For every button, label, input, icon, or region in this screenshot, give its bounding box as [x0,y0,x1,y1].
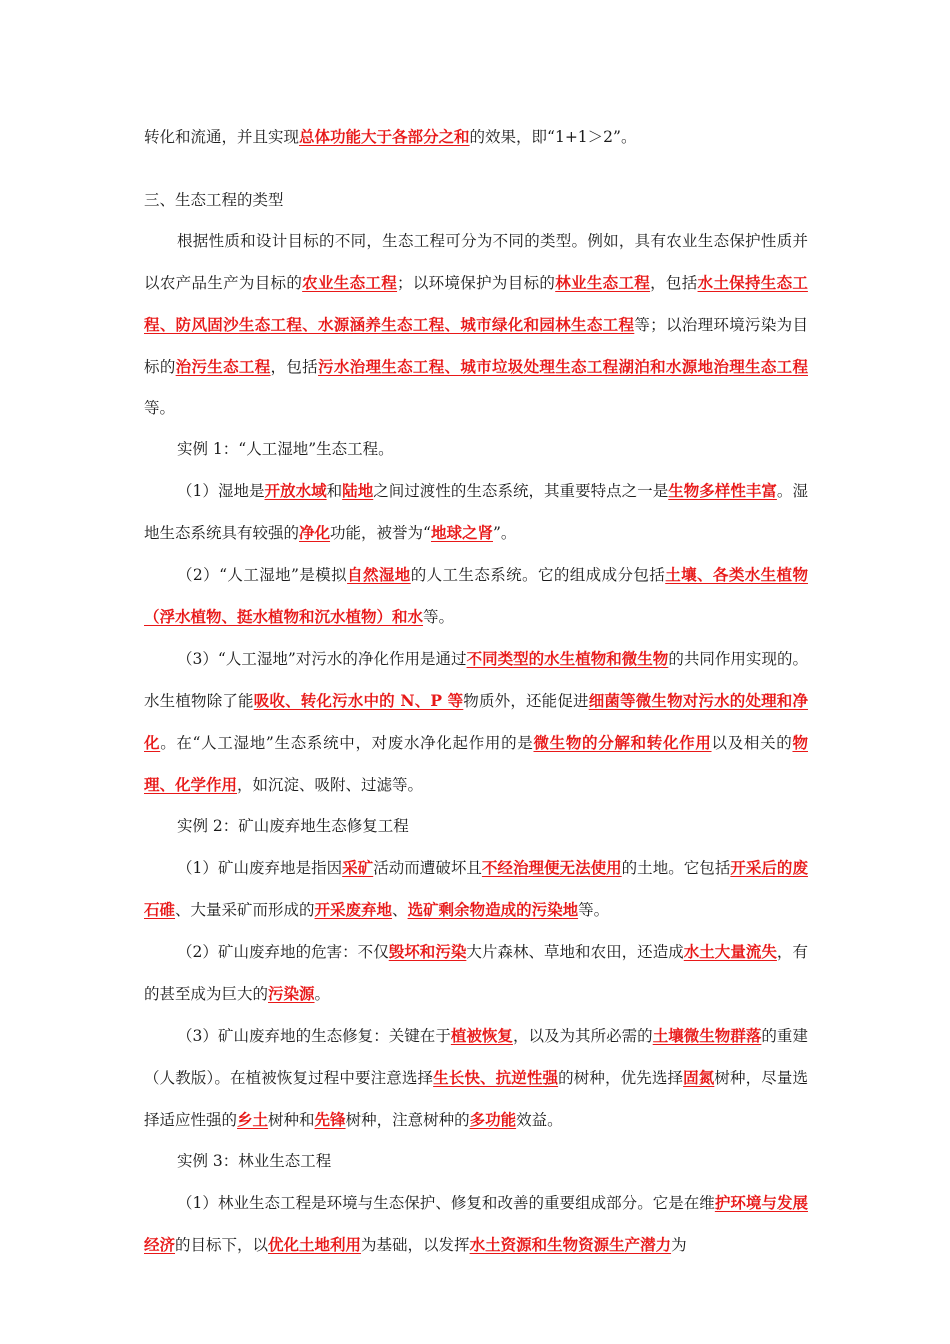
text-run: ，如沉淀、吸附、过滤等。 [237,776,424,794]
highlighted-term: 吸收、转化污水中的 N、P 等 [253,691,464,710]
text-run: 等。 [423,608,455,626]
highlighted-term: 物理、化学作用 [144,733,808,794]
text-run: 大片森林、草地和农田，还造成 [466,943,684,961]
text-run: 的树种，优先选择 [558,1069,684,1087]
text-run: 实例 1：“人工湿地”生态工程。 [177,440,394,458]
paragraph [144,554,808,638]
document-page [144,116,808,1266]
text-run: 效益。 [516,1111,563,1129]
paragraph [144,1182,808,1266]
highlighted-term: 植被恢复 [450,1026,513,1045]
highlighted-term: 不同类型的水生植物和微生物 [466,649,669,668]
highlighted-term: 护环境与发展经济 [144,1193,808,1254]
highlighted-term: 采矿 [342,858,374,877]
text-run: （3）“人工湿地”对污水的净化作用是通过 [177,650,467,668]
highlighted-term: 开放水域 [264,481,327,500]
highlighted-term: 开采后的废石碓 [144,858,808,919]
text-run: （2）“人工湿地”是模拟 [177,566,348,584]
text-run: （3）矿山废弃地的生态修复：关键在于 [177,1027,451,1045]
highlighted-term: 固氮 [683,1068,715,1087]
highlighted-term: 生物多样性丰富 [668,481,777,500]
paragraph [144,931,808,1015]
text-run: （2）矿山废弃地的危害：不仅 [177,943,389,961]
highlighted-term: 不经治理便无法使用 [481,858,622,877]
text-run: ，有的甚至成为巨大的 [144,943,808,1003]
text-run: 活动而遭破坏且 [373,859,482,877]
text-run: 树种和 [268,1111,315,1129]
text-run: 根据性质和设计目标的不同，生态工程可分为不同的类型。例如，具有农业生态保护性质并以农产品生产为目标的 [144,232,808,292]
text-run: 功能，被誉为“ [330,524,431,542]
text-run: ；以环境保护为目标的 [397,274,556,292]
text-run: 物质外，还能促进 [463,692,589,710]
text-run: 的人工生态系统。它的组成成分包括 [410,566,666,584]
highlighted-term: 多功能 [469,1110,517,1129]
text-run: 、大量采矿而形成的 [175,901,315,919]
highlighted-term: 选矿剩余物造成的污染地 [407,900,579,919]
text-run: 转化和流通，并且实现 [144,128,300,146]
highlighted-term: 水土资源和生物资源生产潜力 [469,1235,672,1254]
text-run: 的目标下，以 [175,1236,269,1254]
text-run: 等。 [578,901,610,919]
highlighted-term: 先锋 [314,1110,346,1129]
text-run: 为 [671,1236,687,1254]
highlighted-term: 水土大量流失 [683,942,777,961]
text-run: 。 [314,985,331,1003]
highlighted-term: 农业生态工程 [302,273,398,292]
highlighted-term: 微生物的分解和转化作用 [533,733,712,752]
highlighted-term: 水土保持生态工程、防风固沙生态工程、水源涵养生态工程、城市绿化和园林生态工程 [144,273,808,334]
paragraph [144,221,808,429]
paragraph [144,429,808,470]
highlighted-term: 乡土 [237,1110,269,1129]
text-run: 树种，尽量选择适应性强的 [144,1069,808,1129]
text-run: ，以及为其所必需的 [512,1027,653,1045]
highlighted-term: 陆地 [342,481,374,500]
text-run: 等；以治理环境污染为目标的 [144,316,808,376]
highlighted-term: 林业生态工程 [555,273,651,292]
text-run: 实例 2：矿山废弃地生态修复工程 [177,817,409,835]
text-run: 三、生态工程的类型 [144,191,284,209]
text-run: 的效果，即“1+1＞2”。 [469,128,637,146]
highlighted-term: 自然湿地 [347,565,411,584]
paragraph [144,847,808,931]
highlighted-term: 土壤微生物群落 [652,1026,762,1045]
text-run: 以及相关的 [711,734,793,752]
section-heading [144,180,808,221]
highlighted-term: 总体功能大于各部分之和 [299,127,470,146]
text-run: 和 [326,482,343,500]
text-run: 等。 [144,399,176,417]
text-run: ，包括 [270,358,318,376]
text-run: 。在“人工湿地”生态系统中，对废水净化起作用的是 [160,734,534,752]
text-run: 、 [392,901,408,919]
text-run: 的土地。它包括 [621,859,731,877]
highlighted-term: 生长快、抗逆性强 [433,1068,559,1087]
highlighted-term: 土壤、各类水生植物（浮水植物、挺水植物和沉水植物）和水 [144,565,808,626]
highlighted-term: 开采废弃地 [314,900,393,919]
text-run: 。湿地生态系统具有较强的 [144,482,808,542]
highlighted-term: 污染源 [268,984,315,1003]
text-run: （1）矿山废弃地是指因 [177,859,343,877]
text-run: ”。 [492,524,517,542]
text-run: 实例 3：林业生态工程 [177,1152,332,1170]
paragraph [144,806,808,847]
paragraph [144,1015,808,1141]
text-run: 的共同作用实现的。水生植物除了能 [144,650,808,710]
text-run: 的重建（人教版）。在植被恢复过程中要注意选择 [144,1027,808,1087]
highlighted-term: 污水治理生态工程、城市垃圾处理生态工程湖泊和水源地治理生态工程 [318,357,808,376]
paragraph [144,470,808,554]
paragraph [144,116,808,158]
highlighted-term: 毁坏和污染 [388,942,467,961]
document-body [144,116,808,1266]
text-run: 之间过渡性的生态系统，其重要特点之一是 [373,482,669,500]
highlighted-term: 细菌等微生物对污水的处理和净化 [144,691,808,752]
highlighted-term: 治污生态工程 [175,357,271,376]
highlighted-term: 地球之肾 [430,523,493,542]
highlighted-term: 净化 [299,523,331,542]
text-run: （1）林业生态工程是环境与生态保护、修复和改善的重要组成部分。它是在维 [177,1194,715,1212]
text-run: 为基础，以发挥 [361,1236,470,1254]
highlighted-term: 优化土地利用 [268,1235,362,1254]
text-run: ，包括 [650,274,698,292]
paragraph [144,1141,808,1182]
paragraph [144,638,808,806]
text-run: 树种，注意树种的 [345,1111,470,1129]
text-run: （1）湿地是 [177,482,265,500]
